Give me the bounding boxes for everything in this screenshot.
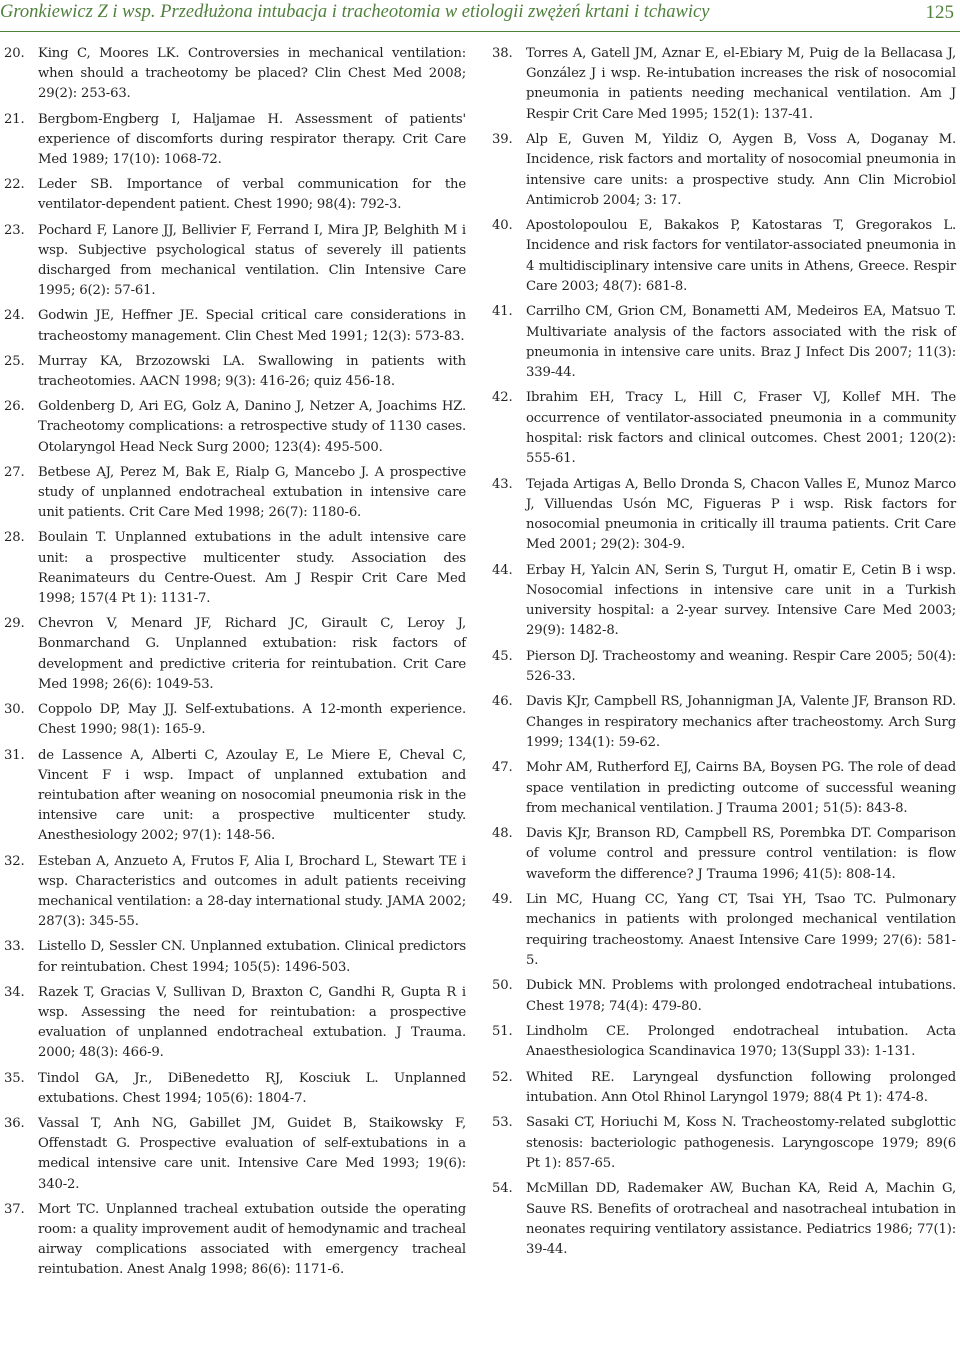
running-header-title: Gronkiewicz Z i wsp. Przedłużona intubacja i tracheotomia w etiologii zwężeń krtani i tchawicy bbox=[0, 2, 710, 22]
reference-item bbox=[4, 852, 466, 933]
reference-number: 26. bbox=[4, 399, 25, 415]
reference-number: 38. bbox=[492, 46, 513, 61]
reference-number: 30. bbox=[4, 702, 25, 718]
reference-item bbox=[4, 352, 466, 392]
reference-number: 27. bbox=[4, 464, 25, 480]
reference-text: Chevron V, Menard JF, Richard JC, Girault C, Leroy J, Bonmarchand G. Unplanned extubation: risk factors of development and predictive criteria for reintubation. Crit Care Med 1998; 26(6): 1049-53. bbox=[38, 616, 466, 692]
reference-text: Davis KJr, Branson RD, Campbell RS, Porembka DT. Comparison of volume control and pressure control ventilation: is flow waveform the difference? J Trauma 1996; 41(5): 808-14. bbox=[526, 826, 956, 882]
reference-number: 47. bbox=[492, 760, 513, 776]
reference-item bbox=[4, 397, 466, 458]
reference-text: Betbese AJ, Perez M, Bak E, Rialp G, Mancebo J. A prospective study of unplanned endotracheal extubation in intensive care unit patients. Crit Care Med 1998; 26(7): 1180-6. bbox=[38, 464, 466, 521]
reference-text: Lindholm CE. Prolonged endotracheal intubation. Acta Anaesthesiologica Scandinavica 1970; 13(Suppl 33): 1-131. bbox=[526, 1024, 956, 1060]
reference-item bbox=[492, 692, 956, 753]
reference-number: 24. bbox=[4, 308, 25, 324]
reference-item bbox=[4, 528, 466, 609]
reference-item bbox=[4, 463, 466, 524]
reference-number: 42. bbox=[492, 390, 513, 406]
reference-number: 20. bbox=[4, 46, 25, 61]
reference-text: de Lassence A, Alberti C, Azoulay E, Le Miere E, Cheval C, Vincent F i wsp. Impact of unplanned extubation and reintubation after weaning on nosocomial pneumonia risk in the intensive care unit: a prospective multicenter study. Anesthesiology 2002; 97(1): 148-56. bbox=[38, 747, 466, 844]
reference-number: 40. bbox=[492, 218, 513, 234]
reference-text: Torres A, Gatell JM, Aznar E, el-Ebiary M, Puig de la Bellacasa J, González J i wsp. Re-intubation increases the risk of nosocomial pneumonia in patients needing mechanical ventilation. Am J Respir Crit Care Med 1995; 152(1): 137-41. bbox=[526, 46, 956, 122]
reference-text: Boulain T. Unplanned extubations in the adult intensive care unit: a prospective multicenter study. Association des Reanimateurs du Centre-Ouest. Am J Respir Crit Care Med 1998; 157(4 Pt 1): 1131-7. bbox=[38, 530, 466, 607]
reference-item bbox=[492, 758, 956, 819]
reference-number: 23. bbox=[4, 222, 25, 238]
reference-text: McMillan DD, Rademaker AW, Buchan KA, Reid A, Machin G, Sauve RS. Benefits of orotracheal and nasotracheal intubation in neonates requiring ventilatory assistance. Pediatrics 1986; 77(1): 39-44. bbox=[526, 1181, 956, 1257]
reference-item bbox=[4, 1069, 466, 1109]
header-rule bbox=[0, 31, 960, 32]
reference-item bbox=[4, 700, 466, 740]
reference-number: 35. bbox=[4, 1070, 25, 1086]
reference-item bbox=[4, 44, 466, 105]
reference-text: Coppolo DP, May JJ. Self-extubations. A 12-month experience. Chest 1990; 98(1): 165-9. bbox=[38, 702, 466, 738]
reference-number: 50. bbox=[492, 978, 513, 994]
reference-number: 54. bbox=[492, 1181, 513, 1197]
reference-item bbox=[492, 388, 956, 469]
reference-text: Murray KA, Brzozowski LA. Swallowing in patients with tracheotomies. AACN 1998; 9(3): 416-26; quiz 456-18. bbox=[38, 353, 466, 390]
references-left-column bbox=[4, 44, 466, 1286]
reference-item bbox=[4, 746, 466, 847]
reference-item bbox=[4, 1200, 466, 1281]
reference-text: Godwin JE, Heffner JE. Special critical care considerations in tracheostomy management. Clin Chest Med 1991; 12(3): 573-83. bbox=[38, 308, 466, 344]
reference-item bbox=[492, 647, 956, 687]
reference-item bbox=[492, 216, 956, 297]
reference-number: 29. bbox=[4, 616, 25, 632]
reference-item bbox=[492, 1022, 956, 1062]
reference-number: 25. bbox=[4, 353, 25, 369]
reference-item bbox=[492, 1179, 956, 1260]
reference-item bbox=[4, 983, 466, 1064]
reference-text: Davis KJr, Campbell RS, Johannigman JA, Valente JF, Branson RD. Changes in respiratory mechanics after tracheostomy. Arch Surg 1999; 134(1): 59-62. bbox=[526, 694, 956, 750]
reference-number: 33. bbox=[4, 939, 25, 955]
reference-text: Bergbom-Engberg I, Haljamae H. Assessment of patients' experience of discomforts during respirator therapy. Crit Care Med 1989; 17(10): 1068-72. bbox=[38, 111, 466, 168]
reference-text: Mort TC. Unplanned tracheal extubation outside the operating room: a quality improvement audit of hemodynamic and tracheal airway complications associated with emergency tracheal reintubation. Anest Analg 1998; 86(6): 1171-6. bbox=[38, 1201, 466, 1278]
reference-text: Alp E, Guven M, Yildiz O, Aygen B, Voss A, Doganay M. Incidence, risk factors and mortality of nosocomial pneumonia in intensive care units: a prospective study. Ann Clin Microbiol Antimicrob 2004; 3: 17. bbox=[526, 132, 956, 208]
reference-text: Tindol GA, Jr., DiBenedetto RJ, Kosciuk L. Unplanned extubations. Chest 1994; 105(6): 1804-7. bbox=[38, 1070, 466, 1106]
reference-text: Whited RE. Laryngeal dysfunction following prolonged intubation. Ann Otol Rhinol Laryngol 1979; 88(4 Pt 1): 474-8. bbox=[526, 1069, 956, 1105]
reference-text: Dubick MN. Problems with prolonged endotracheal intubations. Chest 1978; 74(4): 479-80. bbox=[526, 978, 956, 1014]
reference-item bbox=[4, 110, 466, 171]
references-right-column bbox=[492, 44, 956, 1265]
page-number: 125 bbox=[925, 2, 954, 23]
reference-text: Carrilho CM, Grion CM, Bonametti AM, Medeiros EA, Matsuo T. Multivariate analysis of the factors associated with the risk of pneumonia in intensive care units. Braz J Infect Dis 2007; 11(3): 339-44. bbox=[526, 304, 956, 380]
reference-item bbox=[492, 1068, 956, 1108]
reference-item bbox=[492, 302, 956, 383]
reference-number: 52. bbox=[492, 1069, 513, 1085]
reference-item bbox=[492, 1113, 956, 1174]
reference-item bbox=[492, 976, 956, 1016]
reference-item bbox=[492, 130, 956, 211]
reference-number: 28. bbox=[4, 530, 25, 546]
reference-text: Lin MC, Huang CC, Yang CT, Tsai YH, Tsao TC. Pulmonary mechanics in patients with prolonged mechanical ventilation requiring tracheostomy. Anaest Intensive Care 1999; 27(6): 581-5. bbox=[526, 892, 956, 968]
reference-text: Vassal T, Anh NG, Gabillet JM, Guidet B, Staikowsky F, Offenstadt G. Prospective evaluation of self-extubations in a medical intensive care unit. Intensive Care Med 1993; 19(6): 340-2. bbox=[38, 1115, 466, 1192]
reference-text: Pochard F, Lanore JJ, Bellivier F, Ferrand I, Mira JP, Belghith M i wsp. Subjective psychological status of severely ill patients discharged from mechanical ventilation. Clin Intensive Care 1995; 6(2): 57-61. bbox=[38, 222, 466, 299]
reference-text: Leder SB. Importance of verbal communication for the ventilator-dependent patient. Chest 1990; 98(4): 792-3. bbox=[38, 177, 466, 213]
reference-text: Sasaki CT, Horiuchi M, Koss N. Tracheostomy-related subglottic stenosis: bacteriologic pathogenesis. Laryngoscope 1979; 89(6 Pt 1): 857-65. bbox=[526, 1115, 956, 1171]
reference-text: Apostolopoulou E, Bakakos P, Katostaras T, Gregorakos L. Incidence and risk factors for ventilator-associated pneumonia in 4 multidisciplinary intensive care units in Athens, Greece. Respir Care 2003; 48(7): 681-8. bbox=[526, 218, 956, 294]
reference-text: Goldenberg D, Ari EG, Golz A, Danino J, Netzer A, Joachims HZ. Tracheotomy complications: a retrospective study of 1130 cases. Otolaryngol Head Neck Surg 2000; 123(4): 495-500. bbox=[38, 399, 466, 455]
running-header bbox=[0, 0, 960, 30]
reference-number: 32. bbox=[4, 853, 25, 869]
reference-item bbox=[492, 475, 956, 556]
reference-item bbox=[4, 614, 466, 695]
reference-number: 51. bbox=[492, 1024, 513, 1039]
reference-text: Listello D, Sessler CN. Unplanned extubation. Clinical predictors for reintubation. Chest 1994; 105(5): 1496-503. bbox=[38, 939, 466, 975]
reference-item bbox=[4, 221, 466, 302]
reference-number: 53. bbox=[492, 1115, 513, 1131]
reference-item bbox=[4, 937, 466, 977]
reference-number: 34. bbox=[4, 984, 25, 1000]
reference-number: 39. bbox=[492, 132, 513, 148]
reference-number: 31. bbox=[4, 747, 25, 763]
reference-number: 44. bbox=[492, 562, 513, 578]
reference-text: Mohr AM, Rutherford EJ, Cairns BA, Boysen PG. The role of dead space ventilation in predicting outcome of successful weaning from mechanical ventilation. J Trauma 2001; 51(5): 843-8. bbox=[526, 760, 956, 816]
reference-item bbox=[492, 890, 956, 971]
reference-number: 43. bbox=[492, 476, 513, 492]
reference-text: Pierson DJ. Tracheostomy and weaning. Respir Care 2005; 50(4): 526-33. bbox=[526, 648, 956, 684]
reference-item bbox=[4, 175, 466, 215]
reference-number: 46. bbox=[492, 694, 513, 710]
reference-number: 22. bbox=[4, 177, 25, 193]
reference-number: 41. bbox=[492, 304, 513, 320]
reference-number: 45. bbox=[492, 648, 513, 664]
reference-number: 36. bbox=[4, 1115, 25, 1131]
reference-text: Esteban A, Anzueto A, Frutos F, Alia I, Brochard L, Stewart TE i wsp. Characteristics and outcomes in adult patients receiving mechanical ventilation: a 28-day international study. JAMA 2002; 287(3): 345-55. bbox=[38, 853, 466, 930]
reference-text: Razek T, Gracias V, Sullivan D, Braxton C, Gandhi R, Gupta R i wsp. Assessing the need for reintubation: a prospective evaluation of unplanned endotracheal extubation. J Trauma. 2000; 48(3): 466-9. bbox=[38, 984, 466, 1061]
reference-item bbox=[4, 306, 466, 346]
reference-item bbox=[492, 44, 956, 125]
reference-text: King C, Moores LK. Controversies in mechanical ventilation: when should a tracheotomy be placed? Clin Chest Med 2008; 29(2): 253-63. bbox=[38, 46, 466, 102]
reference-number: 37. bbox=[4, 1201, 25, 1217]
reference-text: Ibrahim EH, Tracy L, Hill C, Fraser VJ, Kollef MH. The occurrence of ventilator-associated pneumonia in a community hospital: risk factors and clinical outcomes. Chest 2001; 120(2): 555-61. bbox=[526, 390, 956, 467]
reference-number: 48. bbox=[492, 826, 513, 842]
reference-item bbox=[492, 561, 956, 642]
reference-number: 49. bbox=[492, 892, 513, 908]
reference-text: Tejada Artigas A, Bello Dronda S, Chacon Valles E, Munoz Marco J, Villuendas Usón MC, Figueras P i wsp. Risk factors for nosocomial pneumonia in critically ill trauma patients. Crit Care Med 2001; 29(2): 304-9. bbox=[526, 476, 956, 553]
reference-number: 21. bbox=[4, 111, 25, 127]
reference-item bbox=[492, 824, 956, 885]
reference-text: Erbay H, Yalcin AN, Serin S, Turgut H, omatir E, Cetin B i wsp. Nosocomial infections in intensive care unit in a Turkish university hospital: a 2-year survey. Intensive Care Med 2003; 29(9): 1482-8. bbox=[526, 562, 956, 639]
reference-item bbox=[4, 1114, 466, 1195]
